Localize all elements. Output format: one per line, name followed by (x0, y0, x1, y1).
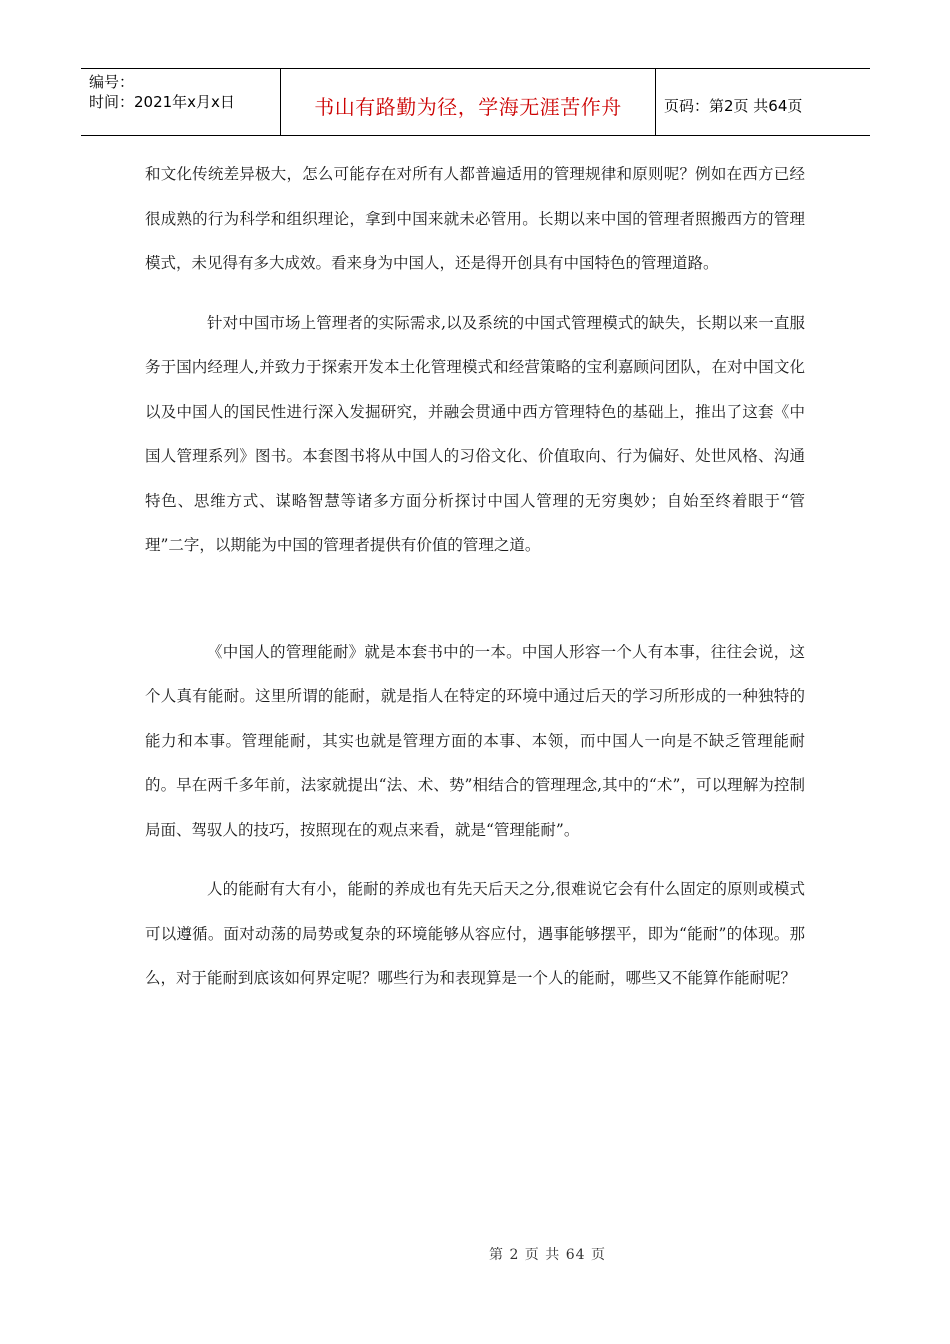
page-footer: 第 2 页 共 64 页 (489, 1247, 606, 1263)
document-time-label: 时间：2021年x月x日 (89, 93, 235, 111)
paragraph-continued: 和文化传统差异极大，怎么可能存在对所有人都普遍适用的管理规律和原则呢？例如在西方已经很成熟的行为科学和组织理论，拿到中国来就未必管用。长期以来中国的管理者照搬西方的管理模式，未见得有多大成效。看来身为中国人，还是得开创具有中国特色的管理道路。 (145, 165, 805, 272)
document-body (145, 152, 805, 1001)
header-page-info: 页码：第2页 共64页 (664, 96, 803, 115)
paragraph-ability-question: 人的能耐有大有小，能耐的养成也有先天后天之分,很难说它会有什么固定的原则或模式可以遵循。面对动荡的局势或复杂的环境能够从容应付，遇事能够摆平，即为“能耐”的体现。那么，对于能耐到底该如何界定呢？哪些行为和表现算是一个人的能耐，哪些又不能算作能耐呢？ (145, 880, 805, 987)
page-header (81, 68, 870, 136)
paragraph-book-intro: 《中国人的管理能耐》就是本套书中的一本。中国人形容一个人有本事，往往会说，这个人真有能耐。这里所谓的能耐，就是指人在特定的环境中通过后天的学习所形成的一种独特的能力和本事。管理能耐，其实也就是管理方面的本事、本领，而中国人一向是不缺乏管理能耐的。早在两千多年前，法家就提出“法、术、势”相结合的管理理念,其中的“术”，可以理解为控制局面、驾驭人的技巧，按照现在的观点来看，就是“管理能耐”。 (145, 642, 805, 839)
document-number-label: 编号： (89, 73, 135, 91)
header-meta (81, 69, 281, 135)
header-motto: 书山有路勤为径，学海无涯苦作舟 (281, 69, 656, 135)
paragraph-series-intro: 针对中国市场上管理者的实际需求,以及系统的中国式管理模式的缺失，长期以来一直服务于国内经理人,并致力于探索开发本土化管理模式和经营策略的宝利嘉顾问团队，在对中国文化以及中国人的国民性进行深入发掘研究，并融会贯通中西方管理特色的基础上，推出了这套《中国人管理系列》图书。本套图书将从中国人的习俗文化、价值取向、行为偏好、处世风格、沟通特色、思维方式、谋略智慧等诸多方面分析探讨中国人管理的无穷奥妙；自始至终着眼于“管理”二字，以期能为中国的管理者提供有价值的管理之道。 (145, 313, 805, 554)
